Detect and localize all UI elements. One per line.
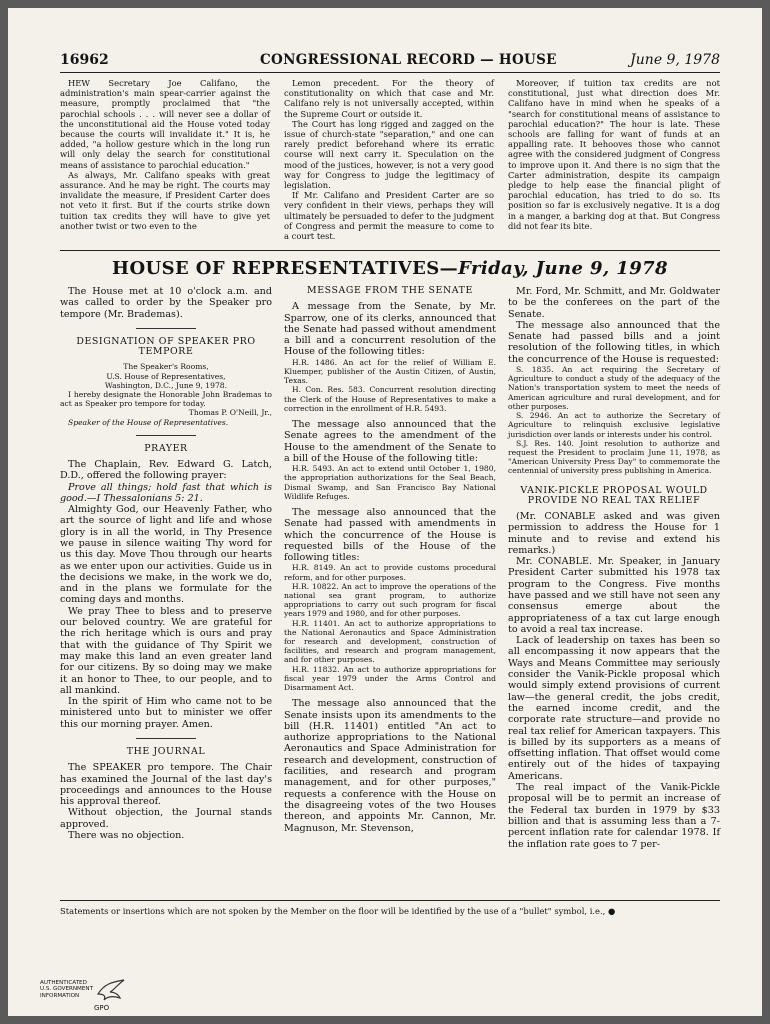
footnote: Statements or insertions which are not spoken by the Member on the floor will be identified by the use of a "bullet" symbol, i.e., ● xyxy=(60,900,720,916)
signature-title: Speaker of the House of Representatives. xyxy=(68,417,229,427)
bill-entry: H.R. 5493. An act to extend until October 1, 1980, the appropriation authorizations for the Seal Beach, Dismal Swamp, and San Francisco Bay National Wildlife Refuges. xyxy=(284,464,496,501)
opening-paragraph: The House met at 10 o'clock a.m. and was called to order by the Speaker pro tempore (Mr. Brademas). xyxy=(60,286,272,320)
paragraph: The real impact of the Vanik-Pickle proposal will be to permit an increase of the Federal tax burden in 1979 by $33 billion and that is assuming less than a 7-percent inflation rate for calendar 1978. If the inflation rate goes to 7 per- xyxy=(508,782,720,850)
scripture: Prove all things; hold fast that which is good.—I Thessalonians 5: 21. xyxy=(60,481,272,504)
paragraph: Lemon precedent. For the theory of constitutionality on which that case and Mr. Califano rely is not universally accepted, within the Supreme Court or outside it. xyxy=(284,78,494,119)
paragraph: We pray Thee to bless and to preserve our beloved country. We are grateful for the rich heritage which is ours and pray that with the guidance of Thy Spirit we may make this land an even greater land for our citizens. By so doing may we make it an honor to Thee, to our people, and to all mankind. xyxy=(60,605,272,696)
bill-entry: H.R. 10822. An act to improve the operations of the national sea grant program, to authorize appropriations to carry out such program for fiscal years 1979 and 1980, and for other purposes. xyxy=(284,581,496,619)
paragraph: The Chaplain, Rev. Edward G. Latch, D.D., offered the following prayer: xyxy=(60,458,272,482)
section-title-date: Friday, June 9, 1978 xyxy=(458,258,668,279)
header-date: June 9, 1978 xyxy=(630,52,720,68)
designation-line: The Speaker's Rooms, xyxy=(123,362,209,372)
paragraph: A message from the Senate, by Mr. Sparrow, one of its clerks, announced that the Senate had passed without amendment a bill and a concurrent resolution of the House of the following titles: xyxy=(284,301,496,358)
divider xyxy=(136,738,196,739)
bill-entry: S. 2946. An act to authorize the Secretary of Agriculture to relinquish exclusive legislative jurisdiction over lands or interests under his control. xyxy=(508,411,720,439)
paragraph: There was no objection. xyxy=(68,830,185,842)
top-column-3 xyxy=(508,78,720,246)
paragraph: HEW Secretary Joe Califano, the administration's main spear-carrier against the measure, promptly proclaimed that "the parochial schools . . . will never see a dollar of the unconstitutional aid the House voted today because the courts will invalidate it." It is, he added, "a hollow gesture which in the long run will only delay the search for constitutional means of assistance to parochial education." xyxy=(60,78,270,170)
page-number: 16962 xyxy=(60,52,109,68)
designation-text: I hereby designate the Honorable John Brademas to act as Speaker pro tempore for today. xyxy=(60,389,272,409)
eagle-icon xyxy=(96,976,126,1006)
paragraph: As always, Mr. Califano speaks with great assurance. And he may be right. The courts may invalidate the measure, if President Carter does not veto it first. But if the courts strike down tuition tax credits they will have to give yet another twist or two even to the xyxy=(60,169,270,231)
publication-title: CONGRESSIONAL RECORD — HOUSE xyxy=(260,52,557,68)
bill-entry: H.R. 11401. An act to authorize appropriations to the National Aeronautics and Space Administration for research and development, construction of facilities, and research and program management, and for other purposes. xyxy=(284,618,496,665)
paragraph: The message also announced that the Senate had passed with amendments in which the concurrence of the House is requested bills of the House of the following titles: xyxy=(284,506,496,564)
bill-entry: S.J. Res. 140. Joint resolution to authorize and request the President to proclaim June 11, 1978, as "American University Press Day" to commemorate the centennial of university press publishing in America. xyxy=(508,438,720,476)
paragraph: Almighty God, our Heavenly Father, who art the source of light and life and whose glory is in all the world, in Thy Presence we pause in silence waiting Thy word for us this day. Move Thou through our hearts as we enter upon our activities. Guide us in the decisions we make, in the work we do, and in the plans we formulate for the coming days and months. xyxy=(60,504,272,606)
paragraph: (Mr. CONABLE asked and was given permission to address the House for 1 minute and to revise and extend his remarks.) xyxy=(508,510,720,556)
document-page xyxy=(8,8,762,1016)
bill-entry: H.R. 1486. An act for the relief of William E. Kluemper, publisher of the Austin Citizen, of Austin, Texas. xyxy=(284,357,496,386)
divider xyxy=(136,328,196,329)
paragraph: The message also announced that the Senate insists upon its amendments to the bill (H.R. 11401) entitled "An act to authorize appropriations to the National Aeronautics and Space Administration for research and development, construction of facilities, and research and program management, and for other purposes," requests a conference with the House on the disagreeing votes of the two Houses thereon, and appoints Mr. Cannon, Mr. Magnuson, Mr. Stevenson, xyxy=(284,698,496,834)
main-column-1 xyxy=(60,286,272,896)
bill-entry: H. Con. Res. 583. Concurrent resolution directing the Clerk of the House of Representatives to make a correction in the enrollment of H.R. 5493. xyxy=(284,385,496,413)
bill-entry: H.R. 11832. An act to authorize appropriations for fiscal year 1979 under the Arms Control and Disarmament Act. xyxy=(284,664,496,693)
signature-name: Thomas P. O'Neill, Jr., xyxy=(188,408,272,418)
paragraph: The message also announced that the Senate agrees to the amendment of the House to the amendment of the Senate to a bill of the House of the following title: xyxy=(284,418,496,464)
paragraph: Moreover, if tuition tax credits are not constitutional, just what direction does Mr. Califano have in mind when he speaks of a "search for constitutional means of assistance to parochial education?" The hour is late. These schools are falling for want of funds at an appalling rate. It behooves those who cannot agree with the considered judgment of Congress to improve upon it. And there is no sign that the Carter administration, despite its campaign pledge to help ease the financial plight of parochial education, has tried to do so. Its position so far is exclusively negative. It is a dog in a manger, a barking dog at that. But Congress did not fear its bite. xyxy=(508,78,720,231)
paragraph: Mr. Ford, Mr. Schmitt, and Mr. Goldwater to be the conferees on the part of the Senate. xyxy=(508,286,720,320)
paragraph: Mr. CONABLE. Mr. Speaker, in January President Carter submitted his 1978 tax program to the Congress. Five months have passed and we still have not seen any consensus emerge about the appropriateness of a tax cut large enough to avoid a real tax increase. xyxy=(508,556,720,635)
top-column-2 xyxy=(284,78,494,246)
seal-text: AUTHENTICATED U.S. GOVERNMENT INFORMATION xyxy=(40,980,94,999)
message-heading: MESSAGE FROM THE SENATE xyxy=(307,285,473,296)
gpo-seal xyxy=(40,974,150,1016)
gpo-mark: GPO xyxy=(94,1004,110,1012)
top-column-1 xyxy=(60,78,270,246)
designation-line: Washington, D.C., June 9, 1978. xyxy=(104,380,228,390)
journal-heading: THE JOURNAL xyxy=(126,746,206,758)
section-divider xyxy=(60,250,720,251)
designation-line: U.S. House of Representatives, xyxy=(106,371,226,381)
paragraph: If Mr. Califano and President Carter are so very confident in their views, perhaps they will ultimately be persuaded to defer to the judgment of Congress and permit the measure to come to a court test. xyxy=(284,190,494,242)
main-column-3 xyxy=(508,286,720,896)
vanik-pickle-heading: VANIK-PICKLE PROPOSAL WOULD PROVIDE NO REAL TAX RELIEF xyxy=(520,484,708,506)
bill-entry: H.R. 8149. An act to provide customs procedural reform, and for other purposes. xyxy=(284,563,496,582)
section-title: HOUSE OF REPRESENTATIVES—Friday, June 9, 1978 xyxy=(112,258,668,279)
paragraph: Lack of leadership on taxes has been so all encompassing it now appears that the Ways and Means Committee may seriously consider the Vanik-Pickle proposal which would simply extend provisions of current law—the general credit, the jobs credit, the earned income credit, and the corporate rate structure—and provide no real tax relief for American taxpayers. This is billed by its supporters as a means of offsetting inflation. That offset would come entirely out of the hides of taxpaying Americans. xyxy=(508,635,720,782)
prayer-heading: PRAYER xyxy=(144,442,188,454)
paragraph: The SPEAKER pro tempore. The Chair has examined the Journal of the last day's proceedings and announces to the House his approval thereof. xyxy=(60,762,272,808)
bill-entry: S. 1835. An act requiring the Secretary of Agriculture to conduct a study of the adequacy of the Nation's transportation system to meet the needs of American agriculture and rural development, and for other purposes. xyxy=(508,365,720,411)
page-header xyxy=(60,48,720,73)
paragraph: The Court has long rigged and zagged on the issue of church-state "separation," and one can rarely predict beforehand where its erratic course will next carry it. Speculation on the mood of the justices, however, is not a very good way for Congress to judge the legitimacy of legislation. xyxy=(284,118,494,191)
divider xyxy=(136,435,196,436)
main-column-2 xyxy=(284,286,496,896)
designation-heading: DESIGNATION OF SPEAKER PRO TEMPORE xyxy=(76,335,256,358)
paragraph: Without objection, the Journal stands approved. xyxy=(60,807,272,830)
paragraph: The message also announced that the Senate had passed bills and a joint resolution of the following titles, in which the concurrence of the House is requested: xyxy=(508,319,720,365)
paragraph: In the spirit of Him who came not to be ministered unto but to minister we offer this our morning prayer. Amen. xyxy=(60,696,272,730)
